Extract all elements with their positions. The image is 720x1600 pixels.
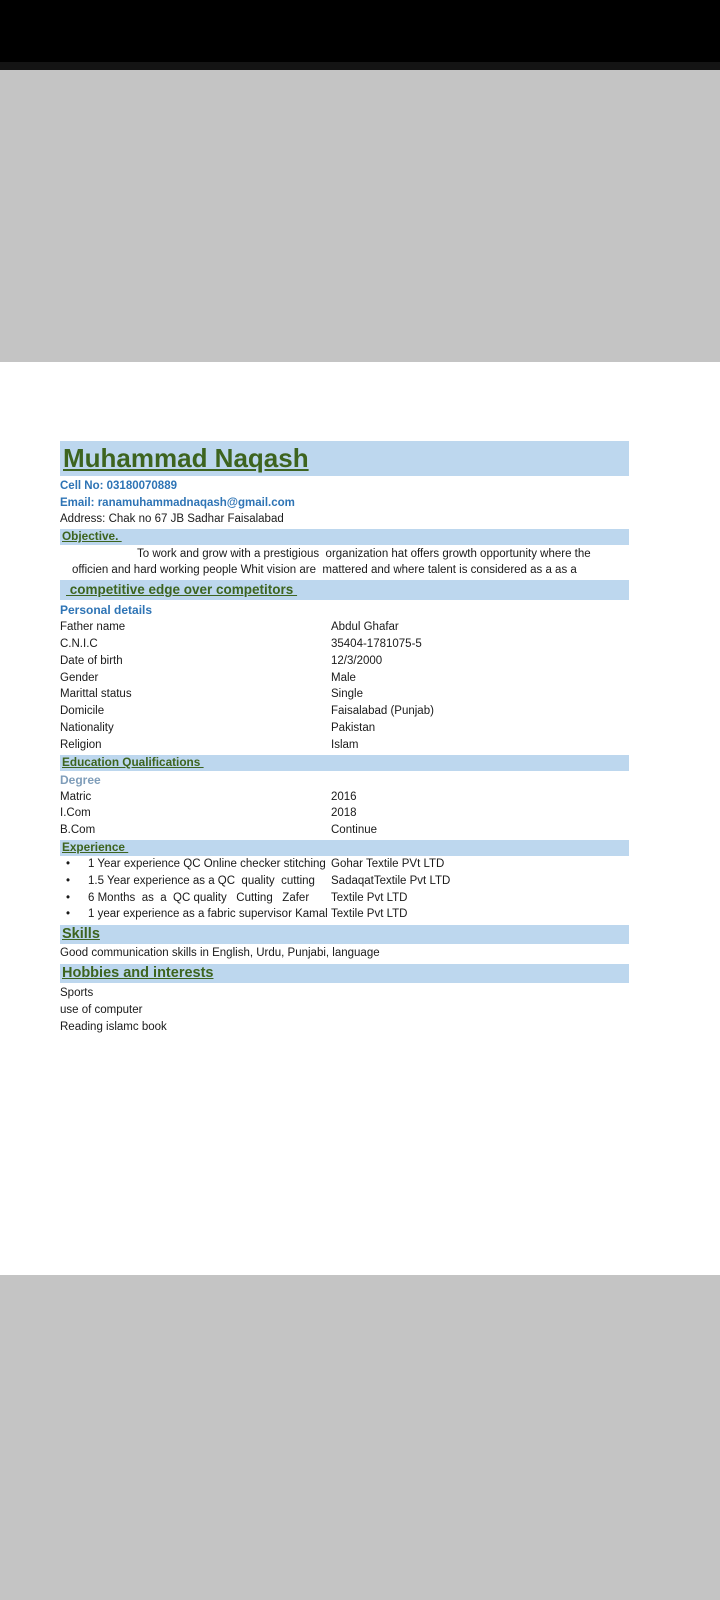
- experience-company: SadaqatTextile Pvt LTD: [331, 874, 451, 887]
- experience-heading: Experience: [62, 839, 129, 854]
- table-row: [60, 619, 629, 636]
- education-table: [60, 789, 629, 839]
- hobbies-heading: Hobbies and interests: [62, 964, 214, 981]
- row-value: Continue: [331, 824, 378, 837]
- row-value: Faisalabad (Punjab): [331, 705, 434, 718]
- hobbies-heading-bar: [60, 964, 629, 983]
- document-page: [0, 362, 720, 1275]
- table-row: [60, 789, 629, 806]
- experience-text: 1 year experience as a fabric supervisor Kamal: [88, 908, 328, 921]
- row-value: Islam: [331, 738, 359, 751]
- row-value: Pakistan: [331, 721, 376, 734]
- experience-heading-bar: [60, 840, 629, 856]
- table-row: [60, 805, 629, 822]
- experience-item: [60, 906, 629, 923]
- row-label: Gender: [60, 671, 99, 684]
- objective-heading: Objective.: [62, 528, 122, 543]
- row-value: Single: [331, 688, 363, 701]
- table-row: [60, 636, 629, 653]
- table-row: [60, 720, 629, 737]
- resume-title-bar: [60, 441, 629, 476]
- table-row: [60, 670, 629, 687]
- contact-address-line: Address: Chak no 67 JB Sadhar Faisalabad: [60, 513, 284, 526]
- row-label: Religion: [60, 738, 102, 751]
- status-bar: [0, 0, 720, 70]
- experience-item: [60, 890, 629, 907]
- row-value: Abdul Ghafar: [331, 621, 399, 634]
- bullet-icon: [60, 873, 88, 890]
- table-row: [60, 653, 629, 670]
- experience-text: 1.5 Year experience as a QC quality cutting: [88, 874, 315, 887]
- resume-document: [60, 441, 629, 1035]
- degree-subheading: Degree: [60, 772, 101, 787]
- contact-cell-line: Cell No: 03180070889: [60, 480, 177, 492]
- objective-line-2: officien and hard working people Whit vision are mattered and where talent is considered as a as a: [72, 563, 577, 576]
- hobby-item: Sports: [60, 986, 94, 999]
- hobby-item: use of computer: [60, 1003, 143, 1016]
- row-label: Marittal status: [60, 688, 132, 701]
- row-label: Matric: [60, 790, 92, 803]
- tagline-heading: competitive edge over competitors: [66, 582, 298, 598]
- education-heading-bar: [60, 755, 629, 771]
- objective-line-1: To work and grow with a prestigious organization hat offers growth opportunity where the: [137, 547, 591, 560]
- document-viewport[interactable]: [0, 70, 720, 1600]
- row-label: B.Com: [60, 824, 96, 837]
- row-label: Father name: [60, 621, 126, 634]
- row-value: 2016: [331, 790, 357, 803]
- education-heading: Education Qualifications: [62, 754, 204, 769]
- resume-title: Muhammad Naqash: [63, 443, 309, 473]
- table-row: [60, 822, 629, 839]
- experience-company: Gohar Textile PVt LTD: [331, 857, 445, 870]
- hobbies-list: [60, 985, 629, 1035]
- row-label: Domicile: [60, 705, 105, 718]
- row-value: Male: [331, 671, 356, 684]
- experience-company: Textile Pvt LTD: [331, 891, 408, 904]
- table-row: [60, 686, 629, 703]
- skills-text: Good communication skills in English, Urdu, Punjabi, language: [60, 947, 380, 960]
- skills-heading-bar: [60, 925, 629, 944]
- hobby-item: Reading islamc book: [60, 1020, 167, 1033]
- row-value: 12/3/2000: [331, 654, 383, 667]
- tagline-heading-bar: [60, 580, 629, 600]
- row-label: I.Com: [60, 807, 91, 820]
- objective-heading-bar: [60, 529, 629, 545]
- objective-paragraph: [60, 546, 629, 578]
- table-row: [60, 737, 629, 754]
- bullet-icon: [60, 890, 88, 907]
- experience-text: 6 Months as a QC quality Cutting Zafer: [88, 891, 310, 904]
- personal-details-heading: Personal details: [60, 603, 153, 618]
- bullet-icon: [60, 856, 88, 873]
- experience-text: 1 Year experience QC Online checker stitching: [88, 857, 326, 870]
- experience-company: Textile Pvt LTD: [331, 908, 408, 921]
- row-label: Nationality: [60, 721, 114, 734]
- row-label: C.N.I.C: [60, 637, 98, 650]
- skills-heading: Skills: [62, 926, 100, 943]
- personal-details-table: [60, 619, 629, 753]
- table-row: [60, 703, 629, 720]
- experience-item: [60, 873, 629, 890]
- experience-list: [60, 856, 629, 923]
- bullet-icon: [60, 906, 88, 923]
- row-label: Date of birth: [60, 654, 123, 667]
- experience-item: [60, 856, 629, 873]
- row-value: 35404-1781075-5: [331, 637, 422, 650]
- contact-email-line: Email: ranamuhammadnaqash@gmail.com: [60, 496, 295, 509]
- row-value: 2018: [331, 807, 357, 820]
